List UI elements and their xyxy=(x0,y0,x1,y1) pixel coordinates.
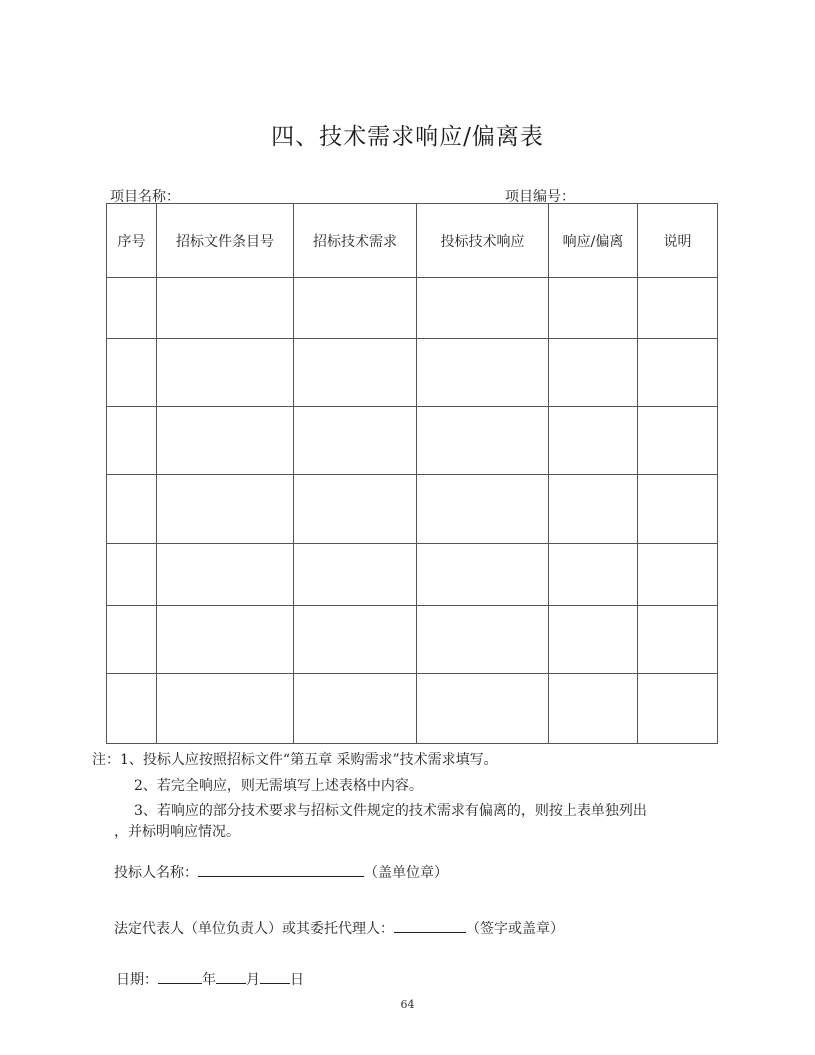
table-cell[interactable] xyxy=(157,407,294,475)
table-cell[interactable] xyxy=(549,606,638,674)
date-line xyxy=(116,969,304,989)
table-cell[interactable] xyxy=(417,606,549,674)
day-blank[interactable] xyxy=(260,971,290,984)
table-cell[interactable] xyxy=(638,606,718,674)
header-tender-tech-req: 招标技术需求 xyxy=(294,204,417,278)
header-remarks: 说明 xyxy=(638,204,718,278)
table-cell[interactable] xyxy=(638,407,718,475)
table-cell[interactable] xyxy=(294,407,417,475)
table-cell[interactable] xyxy=(638,278,718,339)
table-cell[interactable] xyxy=(417,475,549,544)
table-cell[interactable] xyxy=(417,278,549,339)
representative-label: 法定代表人（单位负责人）或其委托代理人： xyxy=(114,921,394,937)
bidder-seal-note: （盖单位章） xyxy=(364,865,448,881)
date-label: 日期： xyxy=(116,972,158,988)
note-3: 3、若响应的部分技术要求与招标文件规定的技术需求有偏离的，则按上表单独列出 xyxy=(134,803,647,819)
table-cell[interactable] xyxy=(417,674,549,744)
table-cell[interactable] xyxy=(107,407,157,475)
table-row xyxy=(107,278,718,339)
bidder-name-line xyxy=(114,862,448,882)
document-title: 四、技术需求响应/偏离表 xyxy=(271,124,544,150)
table-cell[interactable] xyxy=(549,407,638,475)
page-number: 64 xyxy=(400,998,415,1011)
table-cell[interactable] xyxy=(294,544,417,606)
header-seq: 序号 xyxy=(107,204,157,278)
table-row xyxy=(107,407,718,475)
table-cell[interactable] xyxy=(107,544,157,606)
representative-line xyxy=(114,918,564,938)
table-cell[interactable] xyxy=(157,339,294,407)
table-cell[interactable] xyxy=(294,339,417,407)
note-3-continued: ，并标明响应情况。 xyxy=(114,824,240,840)
year-blank[interactable] xyxy=(158,971,202,984)
table-cell[interactable] xyxy=(549,278,638,339)
header-response-deviation: 响应/偏离 xyxy=(549,204,638,278)
representative-sign-note: （签字或盖章） xyxy=(466,921,564,937)
table-row xyxy=(107,606,718,674)
table-cell[interactable] xyxy=(638,339,718,407)
table-cell[interactable] xyxy=(549,544,638,606)
table-cell[interactable] xyxy=(107,278,157,339)
table-cell[interactable] xyxy=(107,475,157,544)
note-1: 注：1、投标人应按照招标文件“第五章 采购需求”技术需求填写。 xyxy=(92,752,498,768)
project-number-label: 项目编号： xyxy=(505,189,575,205)
year-label: 年 xyxy=(202,972,216,988)
table-cell[interactable] xyxy=(294,606,417,674)
table-cell[interactable] xyxy=(157,278,294,339)
table-cell[interactable] xyxy=(107,674,157,744)
table-cell[interactable] xyxy=(107,606,157,674)
table-cell[interactable] xyxy=(549,475,638,544)
table-cell[interactable] xyxy=(638,475,718,544)
table-cell[interactable] xyxy=(638,674,718,744)
header-bid-tech-response: 投标技术响应 xyxy=(417,204,549,278)
month-label: 月 xyxy=(246,972,260,988)
table-cell[interactable] xyxy=(549,339,638,407)
table-cell[interactable] xyxy=(417,339,549,407)
table-cell[interactable] xyxy=(294,278,417,339)
table-header-row xyxy=(107,204,718,278)
response-deviation-table xyxy=(106,203,718,744)
table-cell[interactable] xyxy=(294,674,417,744)
project-name-label: 项目名称： xyxy=(110,189,180,205)
header-tender-item-no: 招标文件条目号 xyxy=(157,204,294,278)
table-cell[interactable] xyxy=(157,674,294,744)
table-cell[interactable] xyxy=(549,674,638,744)
table-row xyxy=(107,475,718,544)
bidder-name-blank[interactable] xyxy=(198,864,364,877)
note-2: 2、若完全响应，则无需填写上述表格中内容。 xyxy=(134,778,423,794)
table-cell[interactable] xyxy=(107,339,157,407)
bidder-name-label: 投标人名称： xyxy=(114,865,198,881)
table-cell[interactable] xyxy=(294,475,417,544)
day-label: 日 xyxy=(290,972,304,988)
table-cell[interactable] xyxy=(638,544,718,606)
table-row xyxy=(107,339,718,407)
table-row xyxy=(107,674,718,744)
table-cell[interactable] xyxy=(157,606,294,674)
representative-blank[interactable] xyxy=(394,920,466,933)
table-row xyxy=(107,544,718,606)
month-blank[interactable] xyxy=(216,971,246,984)
table-cell[interactable] xyxy=(417,407,549,475)
table-cell[interactable] xyxy=(157,544,294,606)
table-cell[interactable] xyxy=(417,544,549,606)
table-cell[interactable] xyxy=(157,475,294,544)
